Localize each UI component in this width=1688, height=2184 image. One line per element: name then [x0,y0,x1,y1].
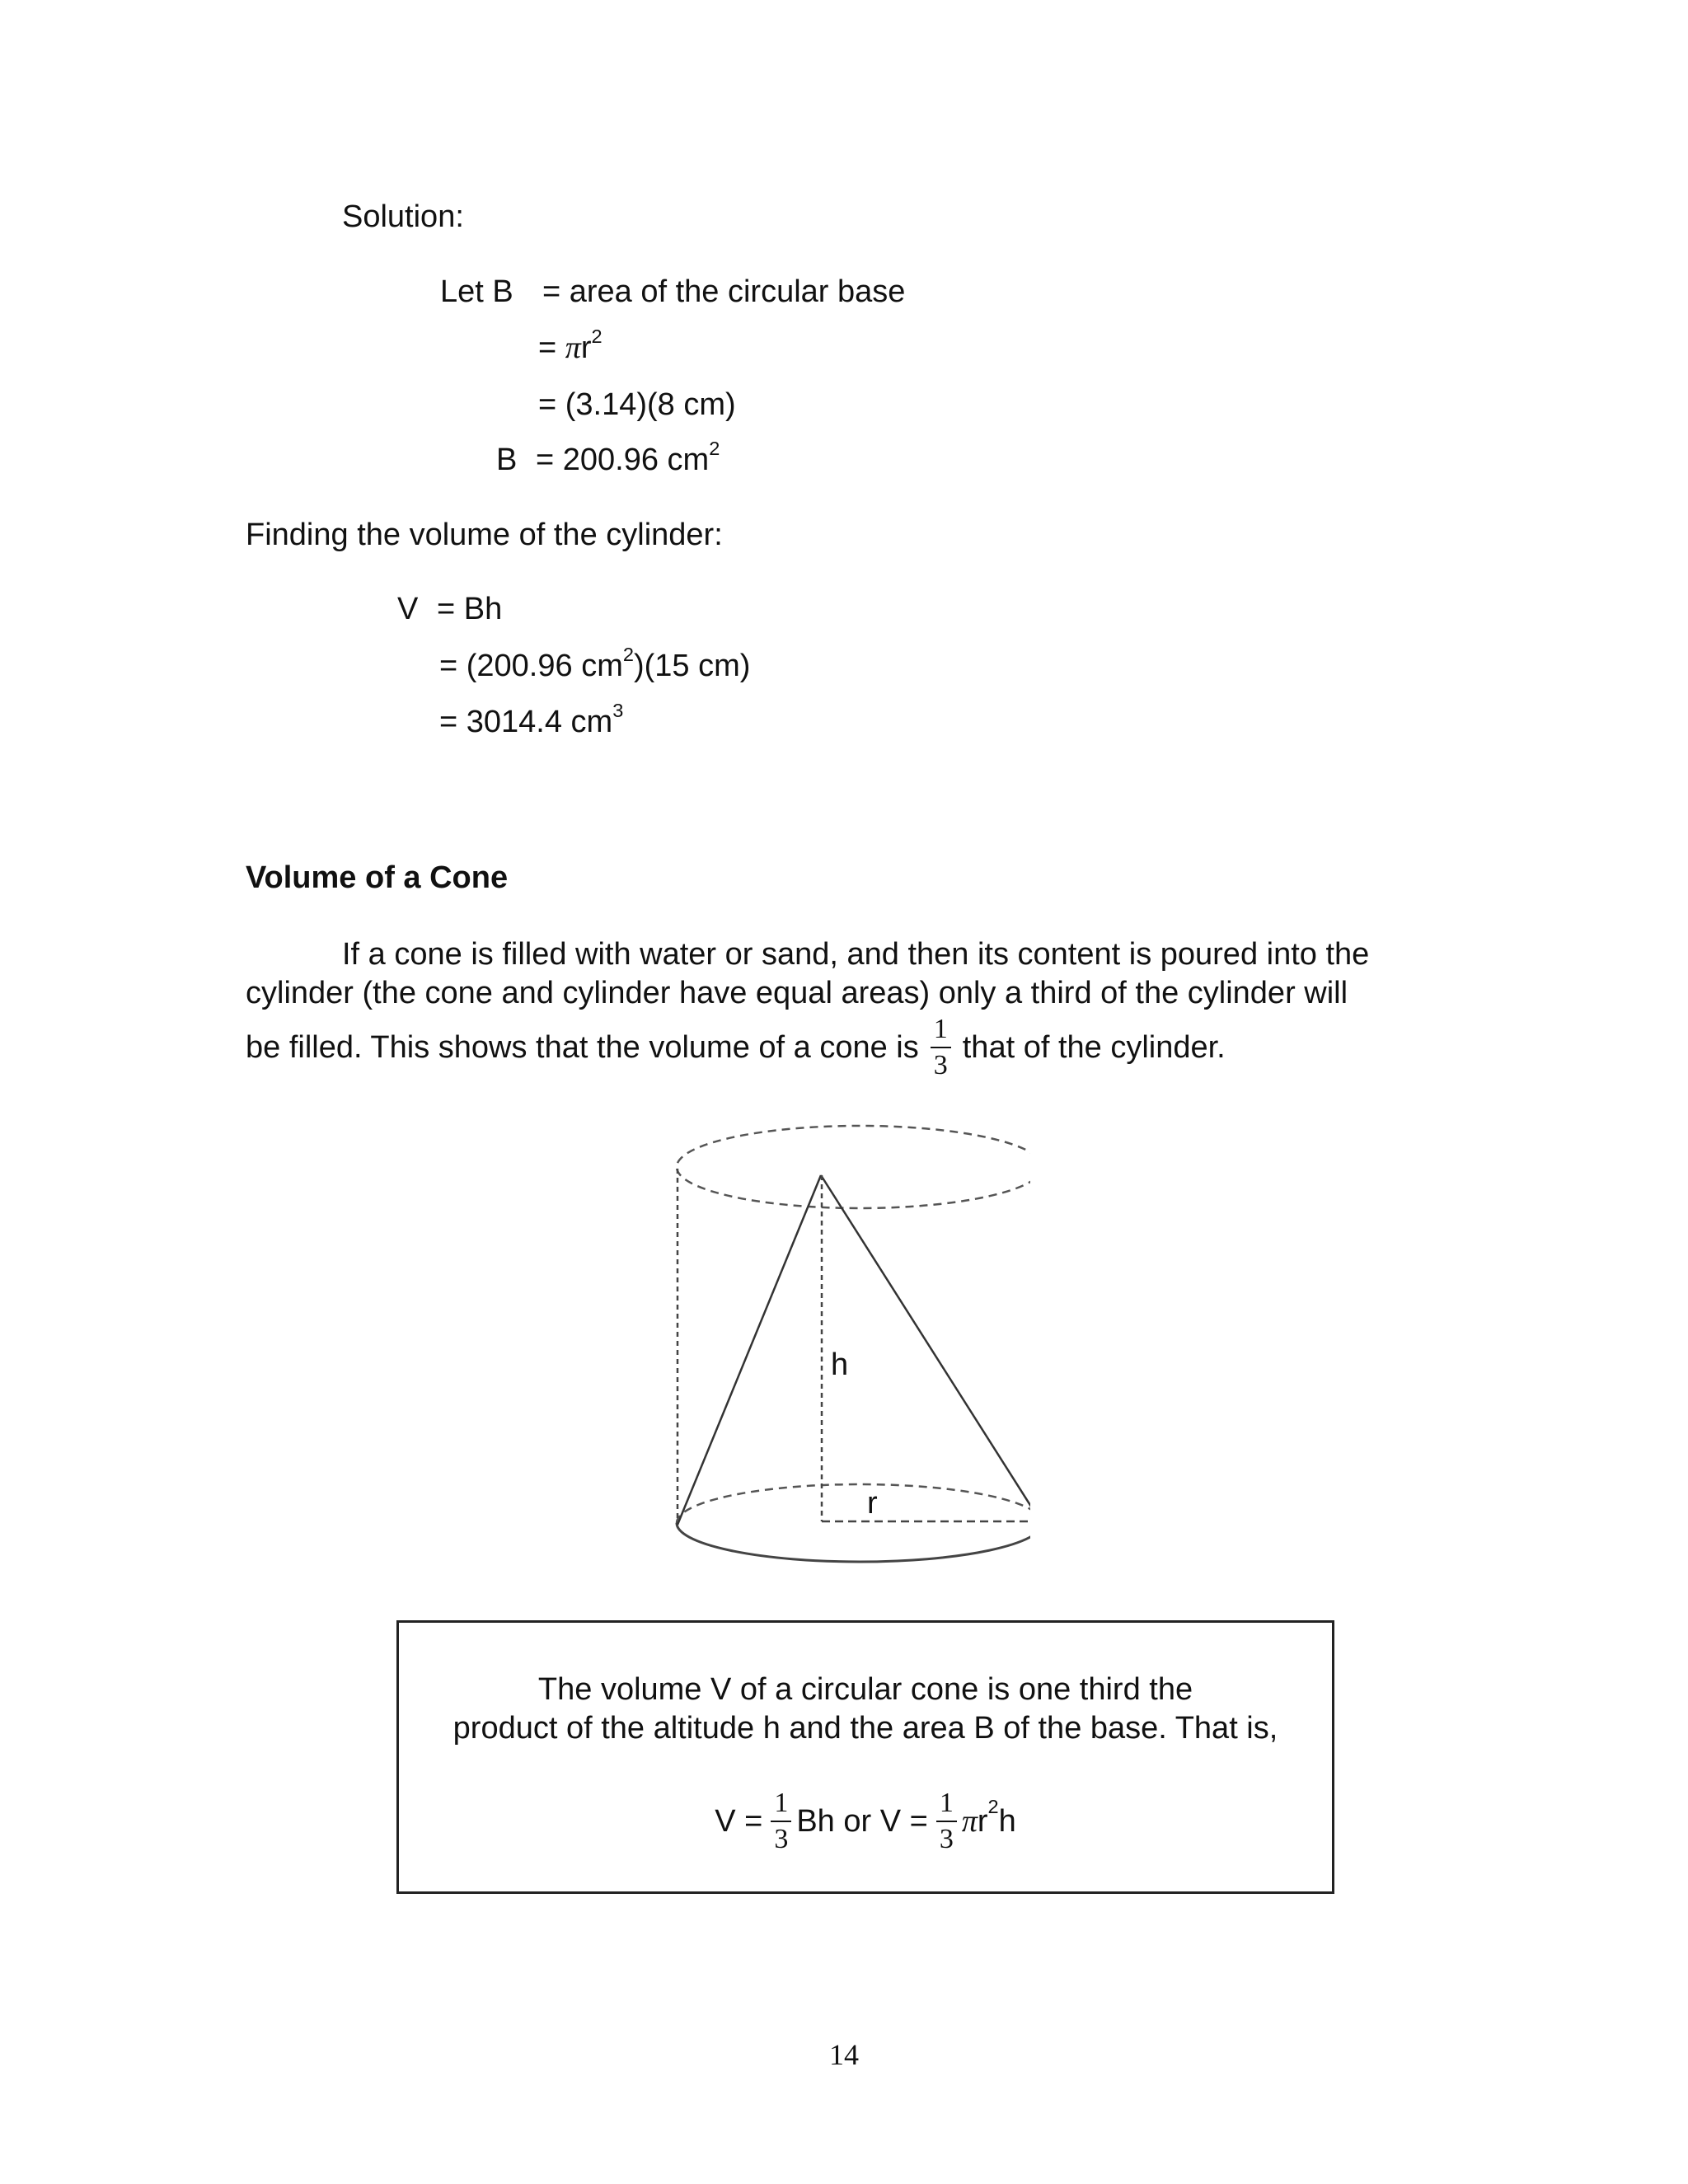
exponent: 2 [987,1795,999,1817]
cylinder-v-result [439,700,624,739]
exponent: 2 [591,326,603,348]
cylinder-v-substitution [439,644,751,683]
formula-radius: r [977,1803,988,1839]
cone-volume-formula [399,1789,1332,1854]
fraction-numerator: 1 [936,1789,957,1822]
radius-symbol: r [580,330,592,365]
formula-v-equals: V = [715,1803,763,1839]
fraction-numerator: 1 [771,1789,791,1822]
formula-bh-or-v: Bh or V = [796,1803,928,1839]
cone-paragraph-line-2: cylinder (the cone and cylinder have equal areas) only a third of the cylinder will [246,976,1348,1010]
line-3-text-b: that of the cylinder. [962,1030,1226,1065]
solution-heading: Solution: [342,199,464,234]
exponent: 2 [709,438,720,460]
equals-sign: = [538,330,557,365]
cone-left-side [678,1175,821,1525]
area-formula [538,326,603,365]
formula-fraction-2 [936,1789,957,1854]
exponent: 3 [612,700,624,722]
cone-paragraph-line-3 [246,1015,1226,1080]
pi-symbol: π [961,1804,978,1839]
b-result-label: B [496,443,518,477]
cylinder-base-front-edge [677,1523,1030,1562]
b-result-value [536,438,720,477]
cylinder-volume-heading: Finding the volume of the cylinder: [246,518,723,552]
cone-in-cylinder-figure [626,1121,1030,1582]
formula-fraction-1 [771,1789,791,1854]
exponent: 2 [622,644,634,666]
one-third-fraction [931,1015,951,1080]
line-3-text-a: be filled. This shows that the volume of a cone is [246,1030,919,1065]
result-text: = 3014.4 cm [439,705,613,739]
altitude-label: h [831,1347,849,1382]
cylinder-base-back-edge [677,1484,1030,1523]
pi-symbol: π [565,330,581,365]
substitution-part-a: = (200.96 cm [439,649,623,683]
formula-height: h [998,1803,1016,1839]
cone-section-heading: Volume of a Cone [246,860,509,895]
fraction-numerator: 1 [931,1015,951,1048]
substitution-part-b: )(15 cm) [633,649,751,683]
fraction-denominator: 3 [939,1824,954,1854]
fraction-denominator: 3 [933,1050,948,1080]
cone-volume-theorem-box [396,1620,1334,1894]
area-substitution: = (3.14)(8 cm) [538,387,736,422]
radius-label: r [867,1486,878,1521]
page-number: 14 [829,2038,859,2071]
theorem-line-2: product of the altitude h and the area B of the base. That is, [452,1711,1278,1746]
cylinder-v-formula: = Bh [437,592,503,626]
theorem-line-1: The volume V of a circular cone is one third the [537,1672,1193,1707]
let-b-label: Let B [440,274,513,309]
cylinder-top-ellipse [677,1126,1030,1208]
cone-right-side [821,1175,1030,1525]
fraction-denominator: 3 [774,1824,789,1854]
cylinder-v-label: V [397,592,419,626]
cone-paragraph-line-1: If a cone is filled with water or sand, and then its content is poured into the [342,937,1370,972]
b-result-text: = 200.96 cm [536,443,710,477]
let-b-definition: = area of the circular base [542,274,906,309]
